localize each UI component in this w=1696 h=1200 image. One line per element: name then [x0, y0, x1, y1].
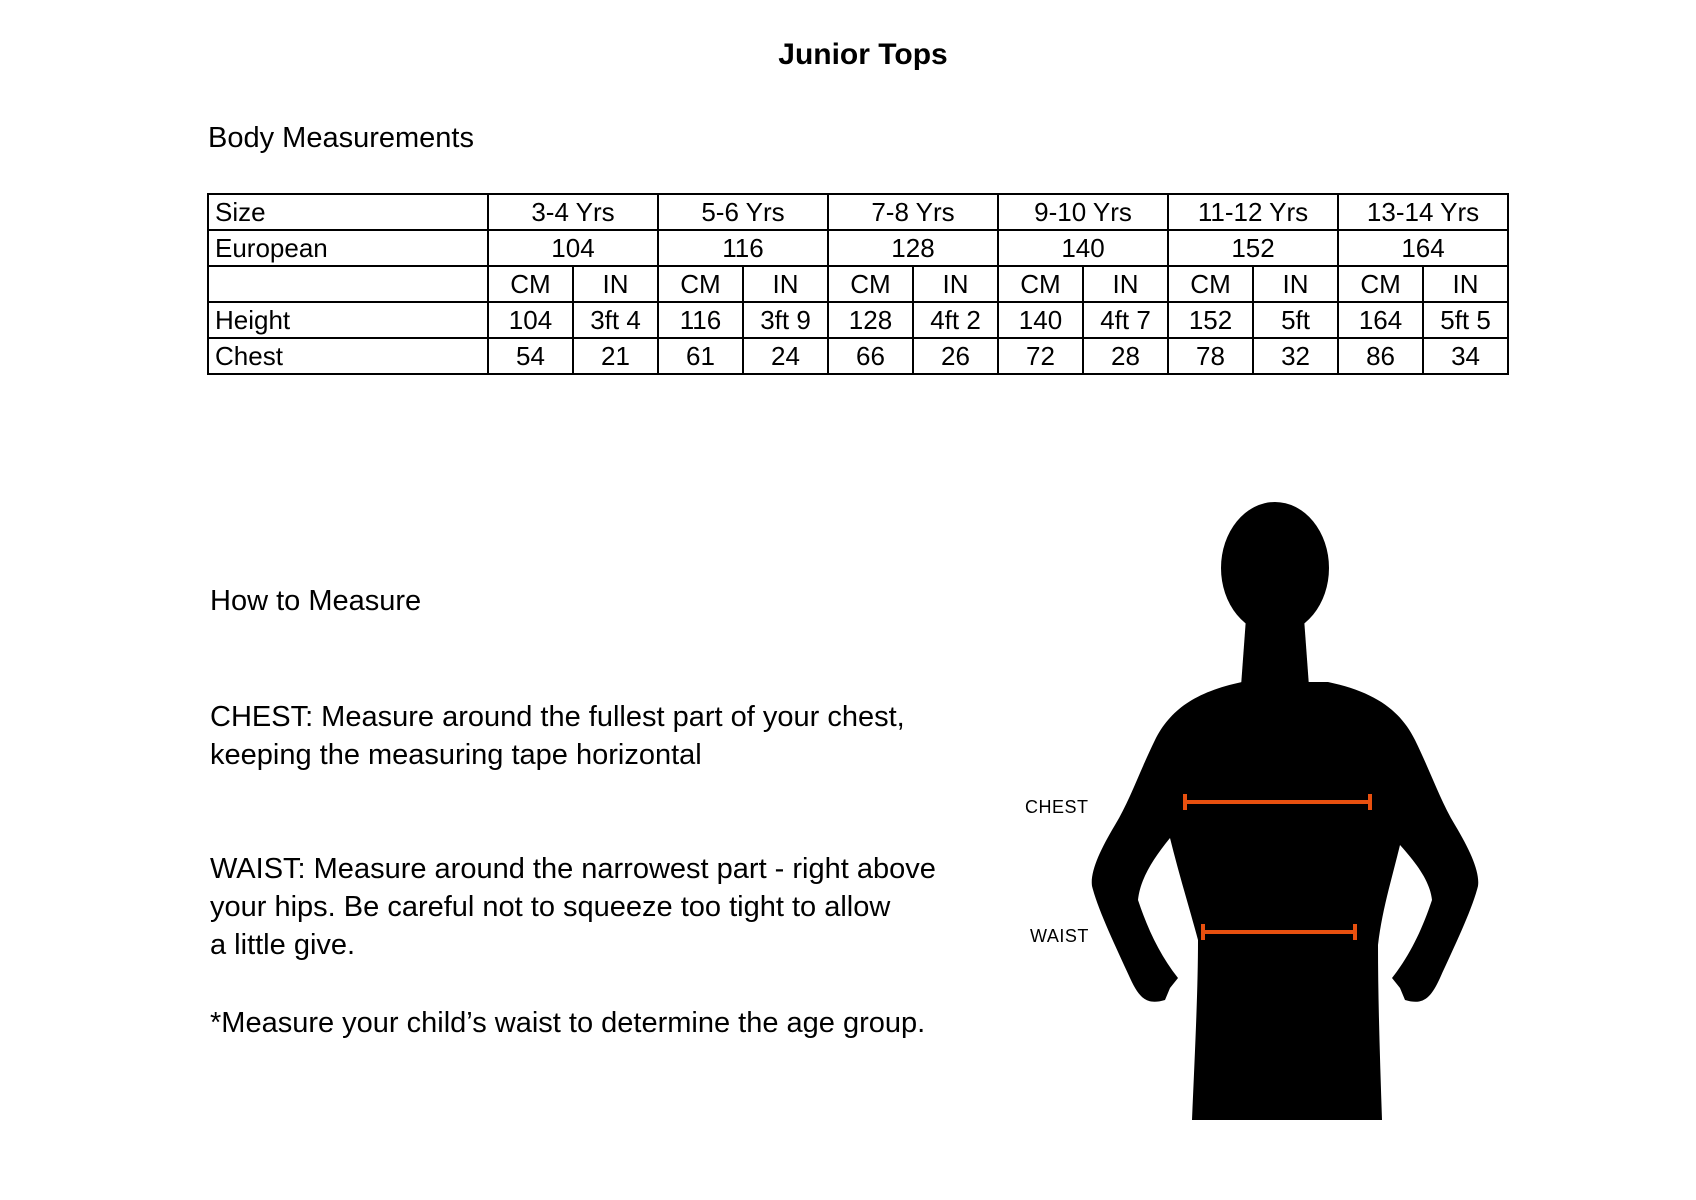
chest-cm-cell: 72 — [998, 338, 1083, 374]
chest-in-cell: 21 — [573, 338, 658, 374]
waist-instruction-line: your hips. Be careful not to squeeze too tight to allow — [210, 891, 891, 923]
size-cell: 7-8 Yrs — [828, 194, 998, 230]
height-row-label: Height — [208, 302, 488, 338]
height-in-cell: 4ft 2 — [913, 302, 998, 338]
unit-in-cell: IN — [913, 266, 998, 302]
height-cm-cell: 128 — [828, 302, 913, 338]
unit-in-cell: IN — [573, 266, 658, 302]
chest-instruction-line: CHEST: Measure around the fullest part of your chest, — [210, 701, 905, 733]
chest-cm-cell: 54 — [488, 338, 573, 374]
height-cm-cell: 152 — [1168, 302, 1253, 338]
height-in-cell: 5ft 5 — [1423, 302, 1508, 338]
waist-age-note: *Measure your child’s waist to determine the age group. — [210, 1007, 926, 1039]
european-cell: 152 — [1168, 230, 1338, 266]
unit-in-cell: IN — [1253, 266, 1338, 302]
table-row-size — [208, 194, 1508, 230]
size-cell: 13-14 Yrs — [1338, 194, 1508, 230]
unit-in-cell: IN — [1423, 266, 1508, 302]
height-in-cell: 4ft 7 — [1083, 302, 1168, 338]
waist-instruction-line: WAIST: Measure around the narrowest part - right above — [210, 853, 936, 885]
child-silhouette-figure — [1020, 500, 1520, 1120]
european-cell: 164 — [1338, 230, 1508, 266]
height-in-cell: 3ft 4 — [573, 302, 658, 338]
table-row-units — [208, 266, 1508, 302]
chest-cm-cell: 61 — [658, 338, 743, 374]
chest-in-cell: 28 — [1083, 338, 1168, 374]
chest-in-cell: 24 — [743, 338, 828, 374]
unit-cm-cell: CM — [828, 266, 913, 302]
european-cell: 104 — [488, 230, 658, 266]
chest-cm-cell: 66 — [828, 338, 913, 374]
chest-row-label: Chest — [208, 338, 488, 374]
european-cell: 140 — [998, 230, 1168, 266]
height-in-cell: 3ft 9 — [743, 302, 828, 338]
chest-cm-cell: 86 — [1338, 338, 1423, 374]
european-row-label: European — [208, 230, 488, 266]
chest-in-cell: 32 — [1253, 338, 1338, 374]
chest-cm-cell: 78 — [1168, 338, 1253, 374]
european-cell: 128 — [828, 230, 998, 266]
size-cell: 5-6 Yrs — [658, 194, 828, 230]
european-cell: 116 — [658, 230, 828, 266]
table-row-chest — [208, 338, 1508, 374]
figure-chest-label: CHEST — [1025, 797, 1089, 817]
unit-cm-cell: CM — [1338, 266, 1423, 302]
chest-in-cell: 26 — [913, 338, 998, 374]
waist-instruction-line: a little give. — [210, 929, 356, 961]
body-measurements-heading: Body Measurements — [208, 122, 474, 154]
size-cell: 11-12 Yrs — [1168, 194, 1338, 230]
size-cell: 3-4 Yrs — [488, 194, 658, 230]
unit-in-cell: IN — [1083, 266, 1168, 302]
height-cm-cell: 104 — [488, 302, 573, 338]
waist-instruction — [210, 850, 1030, 964]
chest-instruction — [210, 698, 1010, 774]
how-to-measure-heading: How to Measure — [210, 585, 422, 617]
height-cm-cell: 140 — [998, 302, 1083, 338]
height-cm-cell: 116 — [658, 302, 743, 338]
size-cell: 9-10 Yrs — [998, 194, 1168, 230]
table-row-european — [208, 230, 1508, 266]
size-chart-table — [207, 193, 1509, 375]
unit-in-cell: IN — [743, 266, 828, 302]
unit-cm-cell: CM — [488, 266, 573, 302]
height-cm-cell: 164 — [1338, 302, 1423, 338]
chest-in-cell: 34 — [1423, 338, 1508, 374]
chest-instruction-line: keeping the measuring tape horizontal — [210, 739, 702, 771]
page-title: Junior Tops — [778, 38, 948, 71]
figure-waist-label: WAIST — [1030, 926, 1089, 946]
height-in-cell: 5ft — [1253, 302, 1338, 338]
unit-cm-cell: CM — [1168, 266, 1253, 302]
size-row-label: Size — [208, 194, 488, 230]
unit-cm-cell: CM — [658, 266, 743, 302]
unit-cm-cell: CM — [998, 266, 1083, 302]
units-row-label — [208, 266, 488, 302]
silhouette-body — [1092, 502, 1479, 1120]
table-row-height — [208, 302, 1508, 338]
